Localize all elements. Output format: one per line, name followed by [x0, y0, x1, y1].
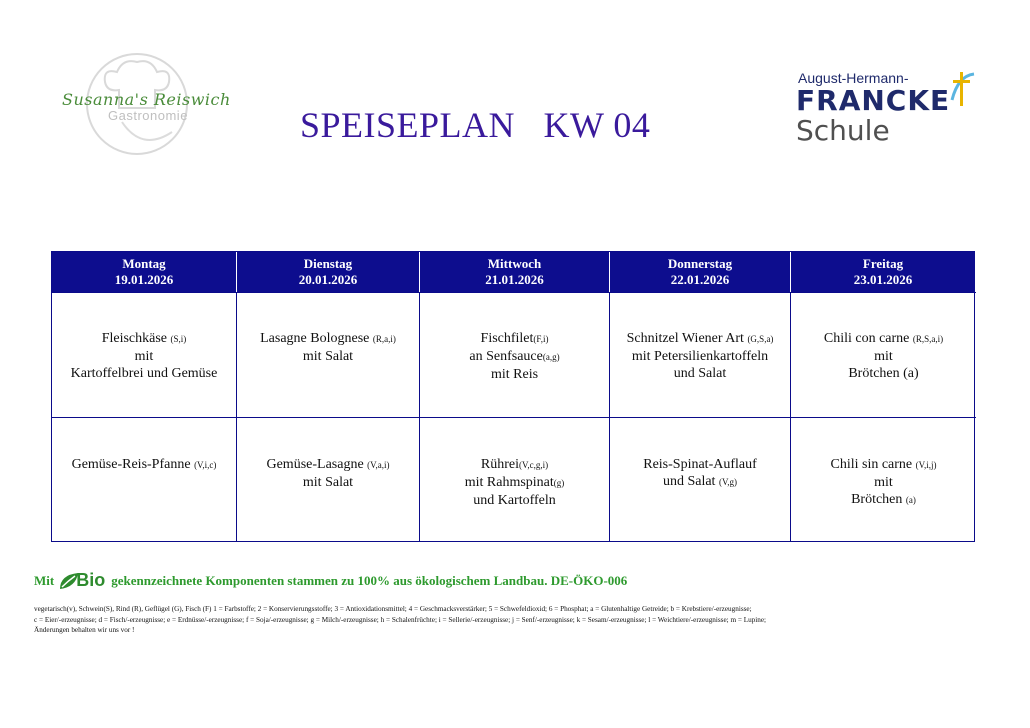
menu-table: [51, 251, 975, 542]
dish-line: Brötchen: [851, 492, 906, 507]
day-name: Mittwoch: [487, 256, 542, 271]
allergen-code: (V,i,j): [915, 460, 937, 470]
legend-note: Änderungen behalten wir uns vor !: [34, 626, 135, 634]
menu-cell-tuesday-2: [237, 417, 420, 541]
dish-line: Reis-Spinat-Auflauf: [643, 457, 757, 472]
day-header-thursday: [610, 252, 791, 292]
allergen-code: (R,a,i): [372, 334, 396, 344]
school-logo-name: FRANCKE: [796, 84, 951, 117]
allergen-code: (V,c,g,i): [519, 460, 549, 470]
dish-line: Brötchen (a): [848, 366, 919, 381]
day-name: Dienstag: [303, 256, 353, 271]
allergen-code: (g): [553, 478, 565, 488]
dish-line: Gemüse-Lasagne: [266, 457, 368, 472]
day-date: 19.01.2026: [114, 272, 174, 287]
day-date: 22.01.2026: [670, 272, 730, 287]
school-logo-top: August-Hermann-: [798, 70, 909, 86]
dish-line: mit Petersilienkartoffeln: [631, 349, 769, 364]
menu-cell-thursday-2: [610, 417, 791, 541]
dish-line: Chili sin carne: [830, 457, 916, 472]
allergen-legend: [34, 604, 994, 636]
menu-cell-monday-2: [52, 417, 237, 541]
day-date: 20.01.2026: [298, 272, 358, 287]
menu-cell-tuesday-1: [237, 292, 420, 417]
dish-line: Gemüse-Reis-Pfanne: [71, 457, 195, 472]
allergen-code: (a,g): [542, 352, 560, 362]
dish-line: Fischfilet: [480, 331, 534, 346]
bio-text: gekennzeichnete Komponenten stammen zu 100% aus ökologischem Landbau. DE-ÖKO-006: [111, 572, 628, 588]
menu-cell-wednesday-1: [420, 292, 610, 417]
dish-line: mit Salat: [302, 475, 354, 490]
allergen-code: (V,i,c): [194, 460, 217, 470]
day-name: Montag: [122, 256, 166, 271]
legend-line: vegetarisch(v), Schwein(S), Rind (R), Geflügel (G), Fisch (F) 1 = Farbstoffe; 2 = Konservierungsstoffe; 3 = Antioxidationsmittel; 4 = Geschmacksverstärker; 5 = Schwefeldioxid; 6 = Phosphat; a = Glutenhaltige Getreide; b = Krebstiere/-erzeugnisse;: [34, 605, 752, 613]
dish-line: Lasagne Bolognese: [260, 331, 373, 346]
dish-line: und Kartoffeln: [473, 493, 556, 508]
menu-cell-friday-2: [791, 417, 976, 541]
page-title: SPEISEPLAN KW 04: [300, 105, 651, 145]
allergen-code: (V,g): [718, 477, 738, 487]
menu-cell-friday-1: [791, 292, 976, 417]
dish-line: Rührei: [480, 457, 519, 472]
allergen-code: (R,S,a,i): [912, 334, 944, 344]
legend-line: c = Eier/-erzeugnisse; d = Fisch/-erzeugnisse; e = Erdnüsse/-erzeugnisse; f = Soja/-erzeugnisse; g = Milch/-erzeugnisse; h = Schalenfrüchte; i = Sellerie/-erzeugnisse; j = Senf/-erzeugnisse; k = Sesam/-erzeugnisse; l = Weichtiere/-erzeugnisse; m = Lupine;: [34, 615, 767, 624]
dish-line: Fleischkäse: [101, 331, 171, 346]
day-date: 23.01.2026: [853, 272, 913, 287]
allergen-code: (S,i): [170, 334, 187, 344]
dish-line: an Senfsauce: [469, 349, 543, 364]
allergen-code: (F,i): [533, 334, 549, 344]
dish-line: mit Reis: [490, 367, 539, 382]
day-date: 21.01.2026: [485, 272, 544, 287]
day-header-wednesday: [420, 252, 610, 292]
day-name: Freitag: [862, 256, 904, 271]
dish-line: Kartoffelbrei und Gemüse: [70, 366, 218, 381]
bio-note: [34, 570, 627, 591]
allergen-code: (V,a,i): [367, 460, 390, 470]
bio-logo: [58, 570, 105, 591]
bio-prefix: Mit: [34, 572, 55, 588]
caterer-subtitle: Gastronomie: [108, 108, 188, 123]
allergen-code: (a): [905, 495, 916, 505]
menu-cell-wednesday-2: [420, 417, 610, 541]
dish-line: mit: [874, 349, 893, 364]
allergen-code: (G,S,a): [747, 334, 774, 344]
day-header-monday: [52, 252, 237, 292]
dish-line: Chili con carne: [823, 331, 913, 346]
dish-line: und Salat: [662, 474, 719, 489]
dish-line: mit: [874, 475, 893, 490]
dish-line: und Salat: [673, 366, 727, 381]
cross-icon: [948, 70, 976, 110]
dish-line: Schnitzel Wiener Art: [626, 331, 748, 346]
day-header-friday: [791, 252, 976, 292]
dish-line: mit Salat: [302, 349, 354, 364]
bio-logo-text: Bio: [76, 570, 106, 590]
day-name: Donnerstag: [667, 256, 733, 271]
menu-cell-monday-1: [52, 292, 237, 417]
menu-cell-thursday-1: [610, 292, 791, 417]
caterer-name: Susanna's Reiswich: [62, 90, 231, 109]
school-logo-school: Schule: [796, 114, 890, 147]
dish-line: mit Rahmspinat: [464, 475, 554, 490]
caterer-logo: [52, 42, 231, 162]
day-header-tuesday: [237, 252, 420, 292]
dish-line: mit: [134, 349, 154, 364]
school-logo: [796, 70, 986, 150]
